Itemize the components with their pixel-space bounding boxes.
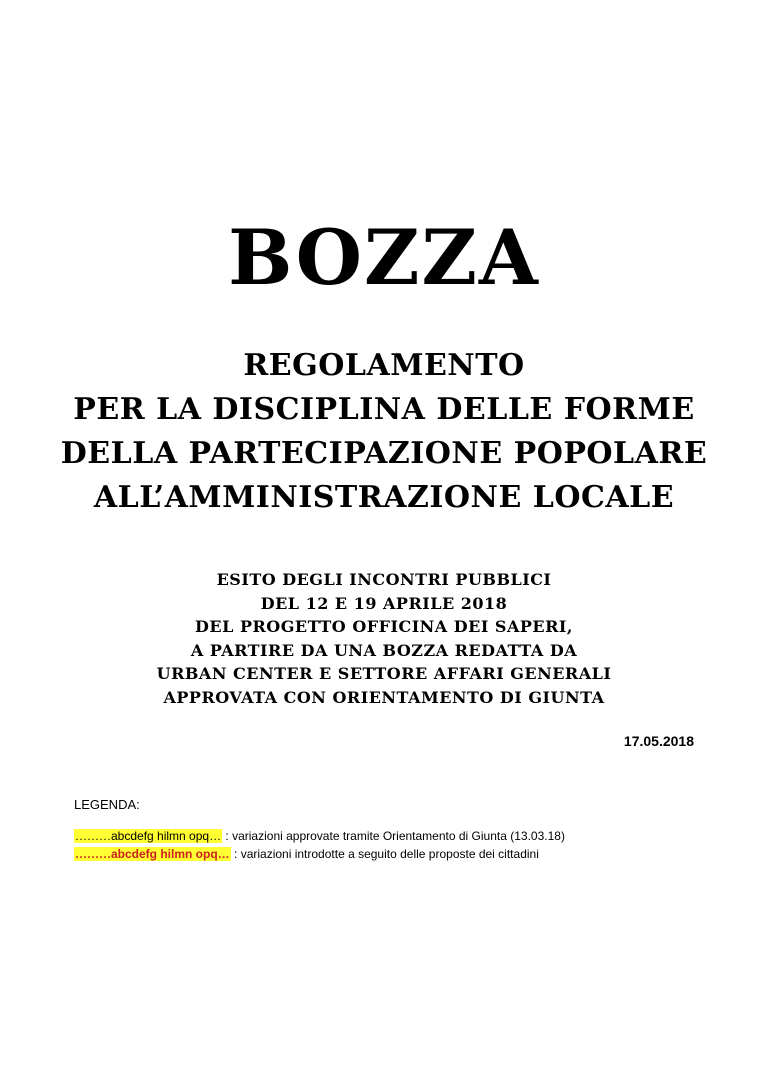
legend-description: variazioni introdotte a seguito delle proposte dei cittadini (240, 847, 539, 861)
draft-heading: BOZZA (228, 213, 540, 302)
legend-dots: ……… (75, 829, 111, 843)
title-line: DELLA PARTECIPAZIONE POPOLARE (60, 436, 708, 471)
legend-separator: : (230, 847, 238, 861)
subtitle-line: APPROVATA CON ORIENTAMENTO DI GIUNTA (163, 687, 605, 707)
subtitle-line: DEL 12 E 19 APRILE 2018 (260, 593, 508, 613)
legend-row-approved (74, 828, 565, 844)
legend-sample-text: abcdefg hilmn opq… (111, 847, 230, 861)
regulation-title (0, 344, 768, 520)
legend-row-citizens (74, 846, 539, 862)
subtitle-line: ESITO DEGLI INCONTRI PUBBLICI (216, 570, 552, 589)
legend-separator: : (222, 829, 229, 843)
title-line: REGOLAMENTO (243, 348, 525, 383)
legend-sample-highlight-red (74, 847, 231, 861)
legend-sample-highlight (74, 829, 222, 843)
document-date: 17.05.2018 (623, 733, 694, 749)
subtitle-line: DEL PROGETTO OFFICINA DEI SAPERI, (195, 617, 573, 636)
title-line: ALL’AMMINISTRAZIONE LOCALE (93, 480, 675, 515)
legend-dots: ……… (75, 847, 111, 861)
subtitle-line: URBAN CENTER E SETTORE AFFARI GENERALI (156, 664, 612, 683)
title-line: PER LA DISCIPLINA DELLE FORME (73, 392, 695, 427)
legend-label: LEGENDA: (74, 797, 140, 812)
legend-description: variazioni approvate tramite Orientamento di Giunta (13.03.18) (232, 829, 565, 843)
subtitle-line: A PARTIRE DA UNA BOZZA REDATTA DA (190, 640, 578, 660)
subtitle-block (0, 568, 768, 709)
legend-sample-text: abcdefg hilmn opq… (111, 829, 222, 843)
